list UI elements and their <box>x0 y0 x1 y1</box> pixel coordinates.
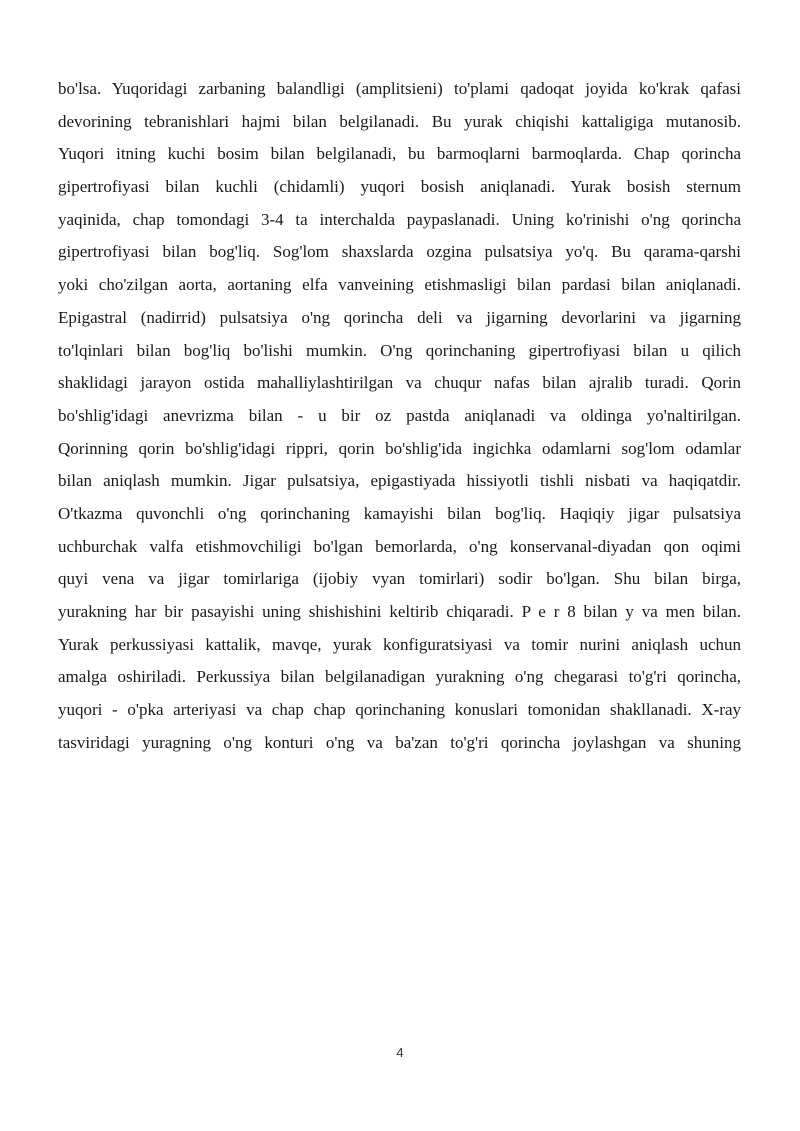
text-line: devorining tebranishlari hajmi bilan belgilanadi. Bu yurak chiqishi kattaligiga mutanosib. <box>58 111 741 131</box>
text-line: yoki cho'zilgan aorta, aortaning elfa vanveining etishmasligi bilan pardasi bilan aniqlanadi. <box>58 275 741 295</box>
text-line: yuqori - o'pka arteriyasi va chap chap qorinchaning konuslari tomonidan shakllanadi. X-ray <box>58 700 741 720</box>
text-line: gipertrofiyasi bilan bog'liq. Sog'lom shaxslarda ozgina pulsatsiya yo'q. Bu qarama-qarshi <box>58 242 741 262</box>
text-line: gipertrofiyasi bilan kuchli (chidamli) yuqori bosish aniqlanadi. Yurak bosish sternum <box>58 177 741 197</box>
text-line: Yuqori itning kuchi bosim bilan belgilanadi, bu barmoqlarni barmoqlarda. Chap qorincha <box>58 144 741 164</box>
text-line: tasviridagi yuragning o'ng konturi o'ng va ba'zan to'g'ri qorincha joylashgan va shuning <box>58 732 741 752</box>
text-line: Qorinning qorin bo'shlig'idagi rippri, qorin bo'shlig'ida ingichka odamlarni sog'lom odamlar <box>58 438 741 458</box>
text-line: Epigastral (nadirrid) pulsatsiya o'ng qorincha deli va jigarning devorlarini va jigarning <box>58 307 741 327</box>
text-line: bo'shlig'idagi anevrizma bilan - u bir oz pastda aniqlanadi va oldinga yo'naltirilgan. <box>58 405 741 425</box>
text-line: yaqinida, chap tomondagi 3-4 ta interchalda paypaslanadi. Uning ko'rinishi o'ng qorincha <box>58 209 741 229</box>
text-line: quyi vena va jigar tomirlariga (ijobiy vyan tomirlari) sodir bo'lgan. Shu bilan birga, <box>58 569 741 589</box>
text-line: bilan aniqlash mumkin. Jigar pulsatsiya, epigastiyada hissiyotli tishli nisbati va haqiqatdir. <box>58 471 741 491</box>
text-line: Yurak perkussiyasi kattalik, mavqe, yurak konfiguratsiyasi va tomir nurini aniqlash uchun <box>58 634 741 654</box>
text-line: bo'lsa. Yuqoridagi zarbaning balandligi (amplitsieni) to'plami qadoqat joyida ko'krak qafasi <box>58 79 741 98</box>
text-line: shaklidagi jarayon ostida mahalliylashtirilgan va chuqur nafas bilan ajralib turadi. Qorin <box>58 373 741 393</box>
text-line: O'tkazma quvonchli o'ng qorinchaning kamayishi bilan bog'liq. Haqiqiy jigar pulsatsiya <box>58 503 741 523</box>
text-line: amalga oshiriladi. Perkussiya bilan belgilanadigan yurakning o'ng chegarasi to'g'ri qorincha, <box>58 667 741 687</box>
text-line: uchburchak valfa etishmovchiligi bo'lgan bemorlarda, o'ng konservanal-diyadan qon oqimi <box>58 536 741 556</box>
text-line: yurakning har bir pasayishi uning shishishini keltirib chiqaradi. P e r 8 bilan y va men bilan. <box>58 602 741 621</box>
page-number: 4 <box>396 1045 404 1060</box>
body-paragraph <box>58 73 741 759</box>
text-line: to'lqinlari bilan bog'liq bo'lishi mumkin. O'ng qorinchaning gipertrofiyasi bilan u qilich <box>58 340 741 360</box>
